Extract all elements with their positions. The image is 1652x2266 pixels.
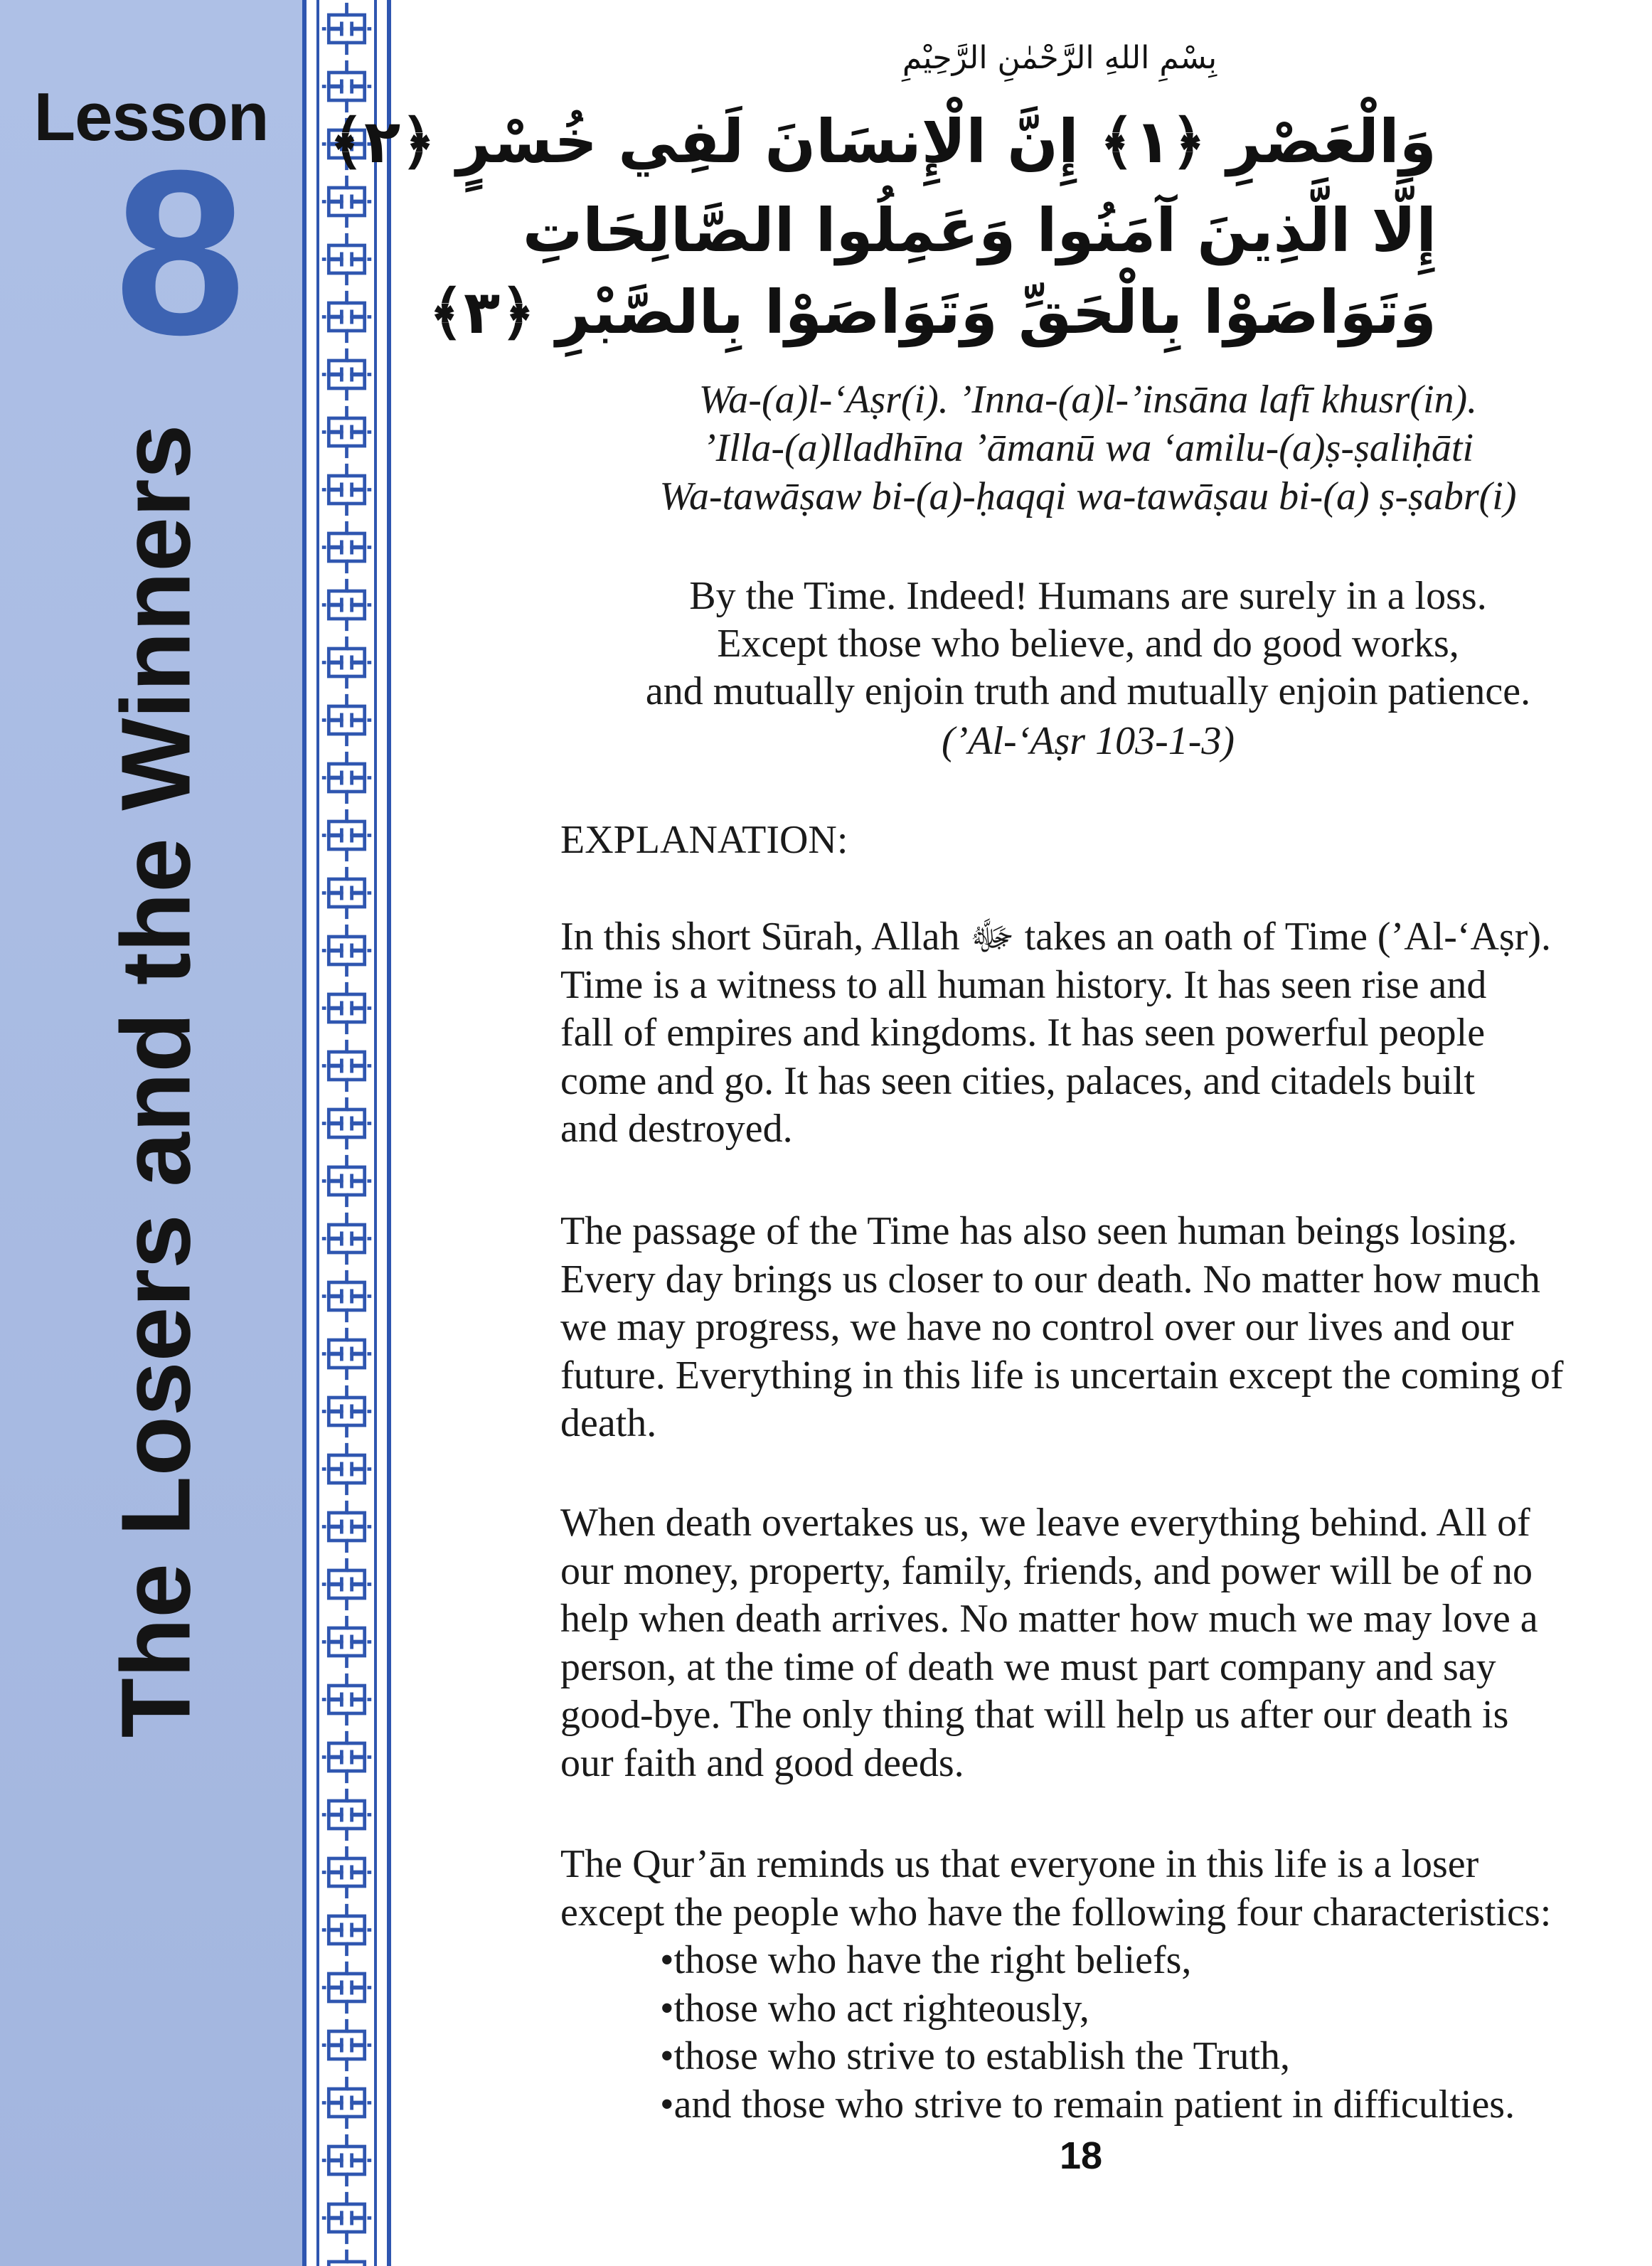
decorative-fret-border (302, 0, 391, 2266)
paragraph-line: come and go. It has seen cities, palaces, and citadels built (560, 1058, 1476, 1103)
paragraph-line: The passage of the Time has also seen human beings losing. (560, 1209, 1518, 1253)
bismillah: بِسْمِ اللهِ الرَّحْمٰنِ الرَّحِيْمِ (902, 40, 1217, 76)
paragraph-line: fall of empires and kingdoms. It has seen powerful people (560, 1011, 1486, 1055)
paragraph-line: we may progress, we have no control over our lives and our (560, 1305, 1514, 1349)
transliteration-line: ’Illa-(a)lladhīna ’āmanū wa ‘amilu-(a)ṣ-ṣaliḥāti (702, 426, 1474, 470)
arabic-verse-line: إِلَّا الَّذِينَ آمَنُوا وَعَمِلُوا الصَّالِحَاتِ (522, 196, 1437, 265)
list-item: •those who have the right beliefs, (660, 1938, 1192, 1982)
paragraph (560, 1841, 1627, 1937)
paragraph (560, 1208, 1627, 1448)
page-number: 18 (1059, 2134, 1103, 2177)
paragraph-line: our faith and good deeds. (560, 1740, 964, 1785)
arabic-verse-line: وَتَوَاصَوْا بِالْحَقِّ وَتَوَاصَوْا بِالصَّبْرِ ﴿٣﴾ (428, 277, 1437, 347)
lesson-label: Lesson (33, 79, 269, 155)
list-item: •those who strive to establish the Truth, (660, 2034, 1291, 2078)
transliteration-line: Wa-tawāṣaw bi-(a)-ḥaqqi wa-tawāṣau bi-(a) ṣ-ṣabr(i) (659, 474, 1517, 518)
paragraph-line: Time is a witness to all human history. It has seen rise and (560, 962, 1487, 1007)
paragraph-line: The Qur’ān reminds us that everyone in this life is a loser (560, 1842, 1479, 1886)
lesson-title: The Losers and the Winners (101, 424, 211, 1738)
characteristics-list (660, 1937, 1515, 2129)
paragraph-line: our money, property, family, friends, and power will be of no (560, 1548, 1533, 1593)
transliteration-line: Wa-(a)l-‘Aṣr(i). ’Inna-(a)l-’insāna lafī khusr(in). (698, 378, 1478, 422)
explanation-heading: EXPLANATION: (560, 818, 848, 862)
paragraph-line: except the people who have the following four characteristics: (560, 1890, 1552, 1935)
translation-line: By the Time. Indeed! Humans are surely in a loss. (689, 574, 1487, 618)
paragraph (560, 913, 1627, 1154)
lesson-sidebar (0, 0, 302, 2266)
lesson-number: 8 (114, 121, 245, 383)
list-item: •those who act righteously, (660, 1986, 1089, 2031)
paragraph-line: future. Everything in this life is uncertain except the coming of (560, 1353, 1564, 1398)
lesson-title-container (85, 413, 228, 1750)
paragraph (560, 1499, 1627, 1787)
paragraph-line: and destroyed. (560, 1107, 793, 1151)
paragraph-line: In this short Sūrah, Allah ﷻ takes an oath of Time (’Al-‘Aṣr). (560, 915, 1552, 959)
paragraph-line: Every day brings us closer to our death. No matter how much (560, 1257, 1540, 1302)
paragraph-line: death. (560, 1401, 657, 1445)
paragraph-line: help when death arrives. No matter how much we may love a (560, 1597, 1538, 1641)
arabic-verse-line: وَالْعَصْرِ ﴿١﴾ إِنَّ الْإِنسَانَ لَفِي خُسْرٍ ﴿٢﴾ (329, 107, 1437, 176)
verse-citation: (’Al-‘Aṣr 103-1-3) (941, 719, 1235, 763)
translation-line: and mutually enjoin truth and mutually enjoin patience. (645, 669, 1531, 713)
paragraph-line: good-bye. The only thing that will help us after our death is (560, 1693, 1509, 1737)
list-item: •and those who strive to remain patient in difficulties. (660, 2082, 1515, 2127)
paragraph-line: person, at the time of death we must part company and say (560, 1644, 1496, 1689)
translation-line: Except those who believe, and do good works, (717, 622, 1459, 666)
paragraph-line: When death overtakes us, we leave everything behind. All of (560, 1501, 1530, 1545)
